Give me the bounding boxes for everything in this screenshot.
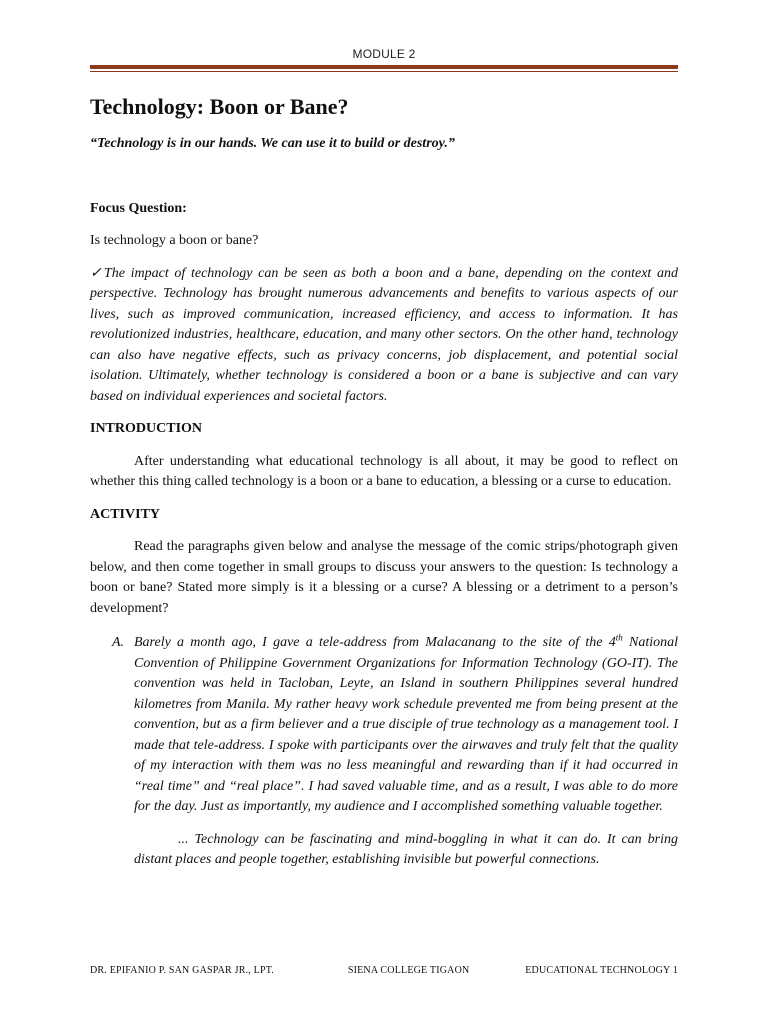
item-a-text-start: Barely a month ago, I gave a tele-address from Malacanang to the site of the 4 bbox=[134, 635, 616, 650]
item-a-text bbox=[134, 633, 678, 818]
item-a-continuation: ... Technology can be fascinating and mind-boggling in what it can do. It can bring distant places and people together, establishing invisible but powerful connections. bbox=[134, 831, 678, 867]
item-a-text-end: National Convention of Philippine Government Organizations for Information Technology (GO-IT). The convention was held in Tacloban, Leyte, an Island in southern Philippines several hundred kilometres from Manila. My rather heavy work schedule prevented me from being present at the convention, but as a firm believer and a true disciple of true technology as a management tool. I made that tele-address. I spoke with participants over the airwaves and truly felt that the quality of my interaction with them was no less meaningful and rewarding than if it had occurred in “real time” and “real place”. I had saved valuable time, and as a result, I was able to do more for the day. Just as importantly, my audience and I accomplished something valuable together. bbox=[134, 635, 678, 814]
epigraph-quote: “Technology is in our hands. We can use it to build or destroy.” bbox=[90, 136, 455, 151]
introduction-heading: INTRODUCTION bbox=[90, 421, 203, 436]
focus-question-text: Is technology a boon or bane? bbox=[90, 233, 259, 248]
page-footer bbox=[90, 965, 678, 976]
footer-school: SIENA COLLEGE TIGAON bbox=[347, 965, 470, 976]
header-rule-thick bbox=[90, 65, 678, 69]
document-body bbox=[90, 92, 678, 871]
focus-answer-paragraph: ✓The impact of technology can be seen as both a boon and a bane, depending on the context and perspective. Technology has brought numerous advancements and benefits to various aspects of our lives, such as improved communication, increased efficiency, and access to information. It has revolutionized industries, healthcare, education, and many other sectors. On the other hand, technology can also have negative effects, such as privacy concerns, job displacement, and potential social isolation. Ultimately, whether technology is considered a boon or a bane is subjective and can vary based on individual experiences and societal factors. bbox=[90, 265, 678, 404]
module-header: MODULE 2 bbox=[352, 47, 416, 61]
footer-course: EDUCATIONAL TECHNOLOGY 1 bbox=[525, 965, 678, 976]
footer-author: DR. EPIFANIO P. SAN GASPAR JR., LPT. bbox=[90, 965, 275, 976]
item-a-ordinal-suffix: th bbox=[615, 632, 623, 643]
page-title: Technology: Boon or Bane? bbox=[90, 94, 349, 119]
activity-item-a bbox=[90, 633, 678, 818]
item-a-marker: A. bbox=[112, 635, 125, 650]
introduction-paragraph: After understanding what educational technology is all about, it may be good to reflect on whether this thing called technology is a boon or a bane to education, a blessing or a curse to education. bbox=[90, 453, 678, 489]
header-rule-thin bbox=[90, 71, 678, 72]
activity-paragraph: Read the paragraphs given below and analyse the message of the comic strips/photograph given below, and then come together in small groups to discuss your answers to the question: Is technology a boon or bane? Stated more simply is it a blessing or a curse? A blessing or a detriment to a person’s development? bbox=[90, 539, 678, 616]
focus-question-label: Focus Question: bbox=[90, 200, 187, 216]
activity-heading: ACTIVITY bbox=[90, 506, 161, 522]
